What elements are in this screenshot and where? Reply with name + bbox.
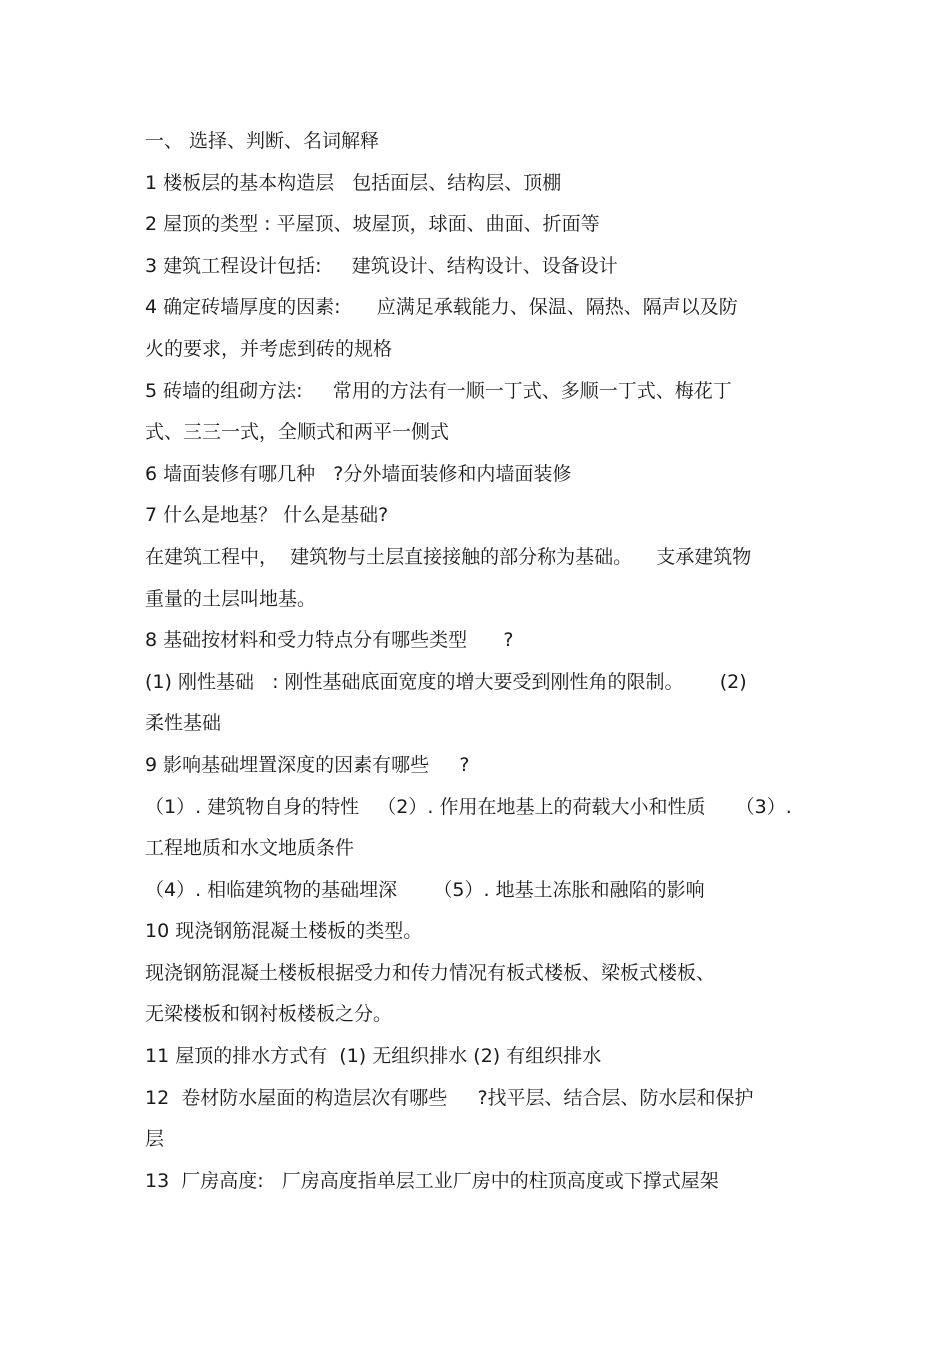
text-line: 5 砖墙的组砌方法: 常用的方法有一顺一丁式、多顺一丁式、梅花丁 bbox=[145, 379, 732, 402]
text-line: （1）. 建筑物自身的特性 （2）. 作用在地基上的荷载大小和性质 （3）. bbox=[145, 795, 792, 818]
text-line: 11 屋顶的排水方式有 (1) 无组织排水 (2) 有组织排水 bbox=[145, 1045, 602, 1068]
text-line: 9 影响基础埋置深度的因素有哪些 ? bbox=[145, 753, 470, 776]
text-line: 2 屋顶的类型 : 平屋顶、坡屋顶，球面、曲面、折面等 bbox=[145, 213, 600, 236]
text-line: 式、三三一式，全顺式和两平一侧式 bbox=[145, 421, 450, 444]
text-line: 1 楼板层的基本构造层 包括面层、结构层、顶棚 bbox=[145, 171, 562, 194]
text-line: 13 厂房高度: 厂房高度指单层工业厂房中的柱顶高度或下撑式屋架 bbox=[145, 1169, 719, 1192]
text-line: 4 确定砖墙厚度的因素: 应满足承载能力、保温、隔热、隔声以及防 bbox=[145, 296, 738, 319]
text-line: 工程地质和水文地质条件 bbox=[145, 837, 355, 860]
document-body bbox=[145, 121, 825, 1202]
text-line: （4）. 相临建筑物的基础埋深 （5）. 地基土冻胀和融陷的影响 bbox=[145, 878, 705, 901]
text-line: (1) 刚性基础 : 刚性基础底面宽度的增大要受到刚性角的限制。 (2) bbox=[145, 670, 747, 693]
text-line: 3 建筑工程设计包括: 建筑设计、结构设计、设备设计 bbox=[145, 254, 618, 277]
text-line: 7 什么是地基？ 什么是基础? bbox=[145, 504, 389, 527]
text-line: 12 卷材防水屋面的构造层次有哪些 ?找平层、结合层、防水层和保护 bbox=[145, 1086, 754, 1109]
text-line: 8 基础按材料和受力特点分有哪些类型 ? bbox=[145, 629, 514, 652]
text-line: 重量的土层叫地基。 bbox=[145, 587, 317, 610]
text-line: 柔性基础 bbox=[145, 712, 222, 735]
text-line: 6 墙面装修有哪几种 ?分外墙面装修和内墙面装修 bbox=[145, 462, 572, 485]
text-line: 无梁楼板和钢衬板楼板之分。 bbox=[145, 1003, 393, 1026]
text-line: 层 bbox=[145, 1128, 165, 1151]
text-line: 现浇钢筋混凝土楼板根据受力和传力情况有板式楼板、梁板式楼板、 bbox=[145, 961, 716, 984]
text-line: 10 现浇钢筋混凝土楼板的类型。 bbox=[145, 920, 423, 943]
text-line: 火的要求，并考虑到砖的规格 bbox=[145, 337, 393, 360]
text-line: 在建筑工程中， 建筑物与土层直接接触的部分称为基础。 支承建筑物 bbox=[145, 545, 752, 568]
section-heading: 一、 选择、判断、名词解释 bbox=[145, 130, 380, 152]
